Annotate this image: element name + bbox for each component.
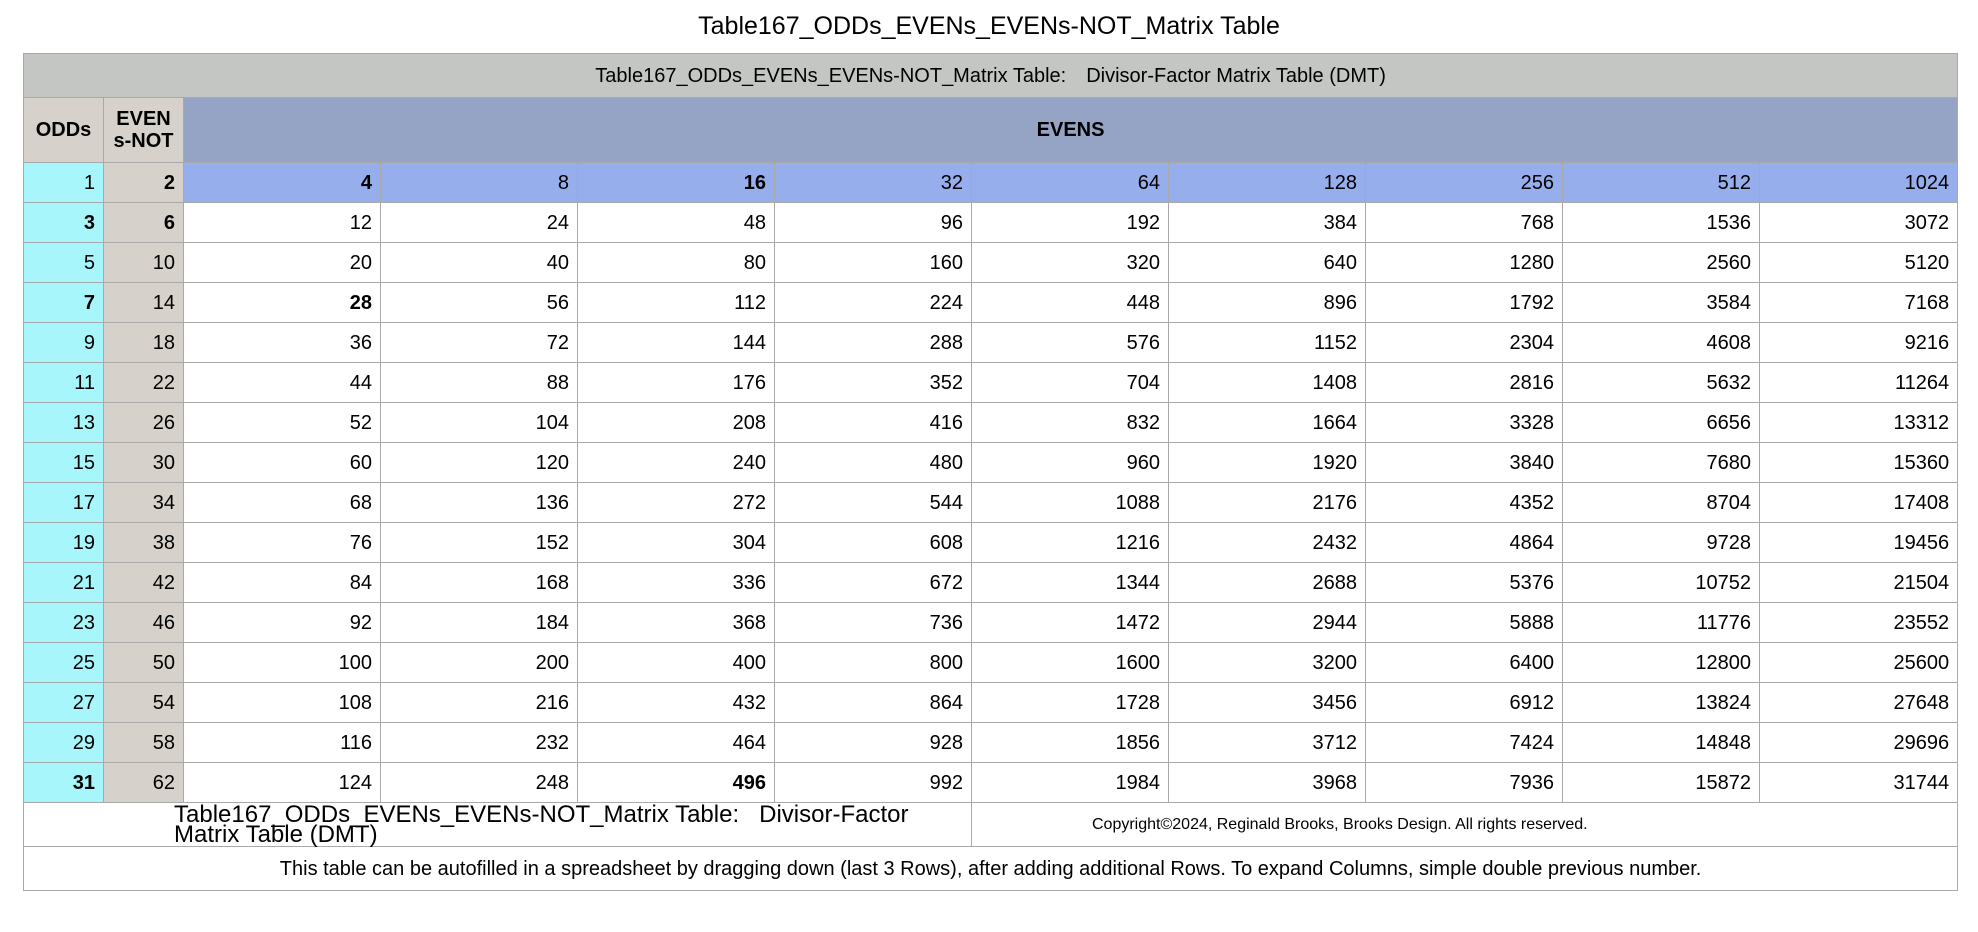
evens-cell: 352	[775, 363, 972, 403]
evens-cell: 64	[972, 163, 1169, 203]
evens-not-header	[104, 98, 184, 163]
evens-not-cell: 10	[104, 243, 184, 283]
evens-not-cell: 42	[104, 563, 184, 603]
evens-cell: 448	[972, 283, 1169, 323]
evens-cell: 108	[184, 683, 381, 723]
evens-cell: 928	[775, 723, 972, 763]
evens-cell: 6400	[1366, 643, 1563, 683]
evens-cell: 72	[381, 323, 578, 363]
evens-cell: 672	[775, 563, 972, 603]
evens-cell: 6656	[1563, 403, 1760, 443]
evens-cell: 13824	[1563, 683, 1760, 723]
evens-cell: 3584	[1563, 283, 1760, 323]
evens-cell: 112	[578, 283, 775, 323]
evens-cell: 480	[775, 443, 972, 483]
evens-cell: 248	[381, 763, 578, 803]
evens-cell: 464	[578, 723, 775, 763]
table-row	[24, 323, 1958, 363]
evens-cell: 208	[578, 403, 775, 443]
evens-cell: 24	[381, 203, 578, 243]
evens-cell: 320	[972, 243, 1169, 283]
evens-cell: 1920	[1169, 443, 1366, 483]
evens-cell: 12	[184, 203, 381, 243]
odds-cell: 13	[24, 403, 104, 443]
table-row	[24, 683, 1958, 723]
evens-cell: 48	[578, 203, 775, 243]
evens-cell: 11264	[1760, 363, 1958, 403]
evens-cell: 336	[578, 563, 775, 603]
evens-not-cell: 26	[104, 403, 184, 443]
evens-not-cell: 18	[104, 323, 184, 363]
evens-header: EVENS	[184, 98, 1958, 163]
evens-cell: 896	[1169, 283, 1366, 323]
evens-cell: 52	[184, 403, 381, 443]
evens-cell: 240	[578, 443, 775, 483]
evens-cell: 184	[381, 603, 578, 643]
evens-not-header-line1: EVEN	[116, 108, 171, 130]
evens-cell: 496	[578, 763, 775, 803]
evens-not-cell: 30	[104, 443, 184, 483]
odds-cell: 23	[24, 603, 104, 643]
evens-cell: 1280	[1366, 243, 1563, 283]
evens-cell: 2176	[1169, 483, 1366, 523]
evens-cell: 608	[775, 523, 972, 563]
table-row	[24, 243, 1958, 283]
evens-cell: 4	[184, 163, 381, 203]
evens-cell: 27648	[1760, 683, 1958, 723]
odds-cell: 19	[24, 523, 104, 563]
evens-cell: 28	[184, 283, 381, 323]
evens-cell: 100	[184, 643, 381, 683]
evens-cell: 2432	[1169, 523, 1366, 563]
evens-cell: 192	[972, 203, 1169, 243]
evens-cell: 176	[578, 363, 775, 403]
evens-cell: 512	[1563, 163, 1760, 203]
odds-cell: 3	[24, 203, 104, 243]
evens-cell: 576	[972, 323, 1169, 363]
caption-name: Table167_ODDs_EVENs_EVENs-NOT_Matrix Table:	[595, 64, 1067, 87]
table-row	[24, 203, 1958, 243]
footer-row	[24, 803, 1958, 847]
evens-cell: 4864	[1366, 523, 1563, 563]
evens-cell: 704	[972, 363, 1169, 403]
page-title: Table167_ODDs_EVENs_EVENs-NOT_Matrix Table	[698, 12, 1280, 40]
evens-cell: 544	[775, 483, 972, 523]
odds-cell: 15	[24, 443, 104, 483]
evens-cell: 80	[578, 243, 775, 283]
evens-cell: 29696	[1760, 723, 1958, 763]
evens-cell: 6912	[1366, 683, 1563, 723]
evens-cell: 88	[381, 363, 578, 403]
odds-cell: 21	[24, 563, 104, 603]
evens-cell: 7680	[1563, 443, 1760, 483]
evens-not-cell: 22	[104, 363, 184, 403]
evens-cell: 800	[775, 643, 972, 683]
evens-cell: 56	[381, 283, 578, 323]
evens-cell: 160	[775, 243, 972, 283]
evens-cell: 32	[775, 163, 972, 203]
odds-cell: 27	[24, 683, 104, 723]
matrix-table	[23, 53, 1958, 891]
note-row	[24, 847, 1958, 891]
table-row	[24, 483, 1958, 523]
evens-cell: 16	[578, 163, 775, 203]
evens-cell: 120	[381, 443, 578, 483]
header-row	[24, 98, 1958, 163]
evens-cell: 25600	[1760, 643, 1958, 683]
evens-cell: 10752	[1563, 563, 1760, 603]
evens-cell: 124	[184, 763, 381, 803]
odds-cell: 29	[24, 723, 104, 763]
evens-cell: 152	[381, 523, 578, 563]
odds-cell: 17	[24, 483, 104, 523]
evens-cell: 15360	[1760, 443, 1958, 483]
evens-cell: 2304	[1366, 323, 1563, 363]
evens-cell: 256	[1366, 163, 1563, 203]
evens-cell: 640	[1169, 243, 1366, 283]
evens-cell: 736	[775, 603, 972, 643]
evens-not-cell: 34	[104, 483, 184, 523]
evens-cell: 136	[381, 483, 578, 523]
evens-cell: 832	[972, 403, 1169, 443]
evens-cell: 1728	[972, 683, 1169, 723]
odds-cell: 31	[24, 763, 104, 803]
evens-cell: 224	[775, 283, 972, 323]
evens-cell: 1600	[972, 643, 1169, 683]
table-row	[24, 443, 1958, 483]
evens-not-cell: 62	[104, 763, 184, 803]
evens-cell: 1408	[1169, 363, 1366, 403]
evens-cell: 21504	[1760, 563, 1958, 603]
evens-cell: 13312	[1760, 403, 1958, 443]
evens-cell: 168	[381, 563, 578, 603]
evens-not-cell: 54	[104, 683, 184, 723]
evens-not-cell: 6	[104, 203, 184, 243]
evens-cell: 19456	[1760, 523, 1958, 563]
evens-not-cell: 58	[104, 723, 184, 763]
evens-cell: 1792	[1366, 283, 1563, 323]
evens-cell: 232	[381, 723, 578, 763]
evens-cell: 7936	[1366, 763, 1563, 803]
table-row	[24, 403, 1958, 443]
evens-cell: 14848	[1563, 723, 1760, 763]
table-row	[24, 763, 1958, 803]
evens-cell: 3968	[1169, 763, 1366, 803]
evens-cell: 1344	[972, 563, 1169, 603]
caption-row	[24, 54, 1958, 98]
table-row	[24, 643, 1958, 683]
table-row	[24, 723, 1958, 763]
evens-cell: 40	[381, 243, 578, 283]
evens-cell: 992	[775, 763, 972, 803]
evens-not-cell: 50	[104, 643, 184, 683]
evens-cell: 92	[184, 603, 381, 643]
footer-title	[24, 800, 972, 848]
evens-not-header-line2: s-NOT	[113, 130, 174, 152]
evens-cell: 68	[184, 483, 381, 523]
evens-cell: 104	[381, 403, 578, 443]
evens-cell: 76	[184, 523, 381, 563]
evens-cell: 15872	[1563, 763, 1760, 803]
evens-cell: 5888	[1366, 603, 1563, 643]
odds-header: ODDs	[24, 98, 104, 163]
evens-cell: 288	[775, 323, 972, 363]
evens-cell: 2560	[1563, 243, 1760, 283]
evens-cell: 1856	[972, 723, 1169, 763]
copyright-text: Copyright©2024, Reginald Brooks, Brooks Design. All rights reserved.	[972, 803, 1958, 847]
odds-cell: 25	[24, 643, 104, 683]
evens-cell: 4608	[1563, 323, 1760, 363]
evens-cell: 7168	[1760, 283, 1958, 323]
evens-cell: 44	[184, 363, 381, 403]
table-row	[24, 283, 1958, 323]
evens-cell: 84	[184, 563, 381, 603]
evens-cell: 304	[578, 523, 775, 563]
evens-cell: 864	[775, 683, 972, 723]
evens-cell: 3072	[1760, 203, 1958, 243]
evens-cell: 20	[184, 243, 381, 283]
evens-cell: 5376	[1366, 563, 1563, 603]
evens-cell: 3200	[1169, 643, 1366, 683]
evens-cell: 17408	[1760, 483, 1958, 523]
evens-cell: 960	[972, 443, 1169, 483]
footer-name: Table167_ODDs_EVENs_EVENs-NOT_Matrix Table:	[174, 800, 740, 828]
evens-cell: 216	[381, 683, 578, 723]
table-caption	[24, 54, 1958, 98]
evens-not-cell: 14	[104, 283, 184, 323]
evens-cell: 3328	[1366, 403, 1563, 443]
table-row	[24, 163, 1958, 203]
evens-cell: 400	[578, 643, 775, 683]
evens-cell: 128	[1169, 163, 1366, 203]
evens-cell: 9728	[1563, 523, 1760, 563]
evens-cell: 31744	[1760, 763, 1958, 803]
evens-not-cell: 46	[104, 603, 184, 643]
evens-cell: 36	[184, 323, 381, 363]
odds-cell: 1	[24, 163, 104, 203]
evens-cell: 4352	[1366, 483, 1563, 523]
evens-cell: 9216	[1760, 323, 1958, 363]
evens-cell: 200	[381, 643, 578, 683]
odds-cell: 9	[24, 323, 104, 363]
evens-cell: 1664	[1169, 403, 1366, 443]
evens-cell: 12800	[1563, 643, 1760, 683]
odds-cell: 11	[24, 363, 104, 403]
evens-cell: 416	[775, 403, 972, 443]
footer-subtitle: Divisor-Factor Matrix Table (DMT)	[174, 800, 909, 848]
evens-cell: 1216	[972, 523, 1169, 563]
evens-not-cell: 2	[104, 163, 184, 203]
evens-cell: 384	[1169, 203, 1366, 243]
table-row	[24, 603, 1958, 643]
evens-cell: 1088	[972, 483, 1169, 523]
evens-cell: 23552	[1760, 603, 1958, 643]
evens-cell: 1024	[1760, 163, 1958, 203]
autofill-note: This table can be autofilled in a spreadsheet by dragging down (last 3 Rows), after adding additional Rows. To expand Columns, simple double previous number.	[24, 847, 1958, 891]
evens-cell: 5120	[1760, 243, 1958, 283]
table-row	[24, 523, 1958, 563]
odds-cell: 7	[24, 283, 104, 323]
evens-cell: 1536	[1563, 203, 1760, 243]
evens-cell: 3456	[1169, 683, 1366, 723]
evens-cell: 116	[184, 723, 381, 763]
evens-cell: 2688	[1169, 563, 1366, 603]
evens-cell: 1152	[1169, 323, 1366, 363]
evens-cell: 144	[578, 323, 775, 363]
odds-cell: 5	[24, 243, 104, 283]
evens-cell: 3712	[1169, 723, 1366, 763]
evens-cell: 5632	[1563, 363, 1760, 403]
evens-cell: 96	[775, 203, 972, 243]
evens-cell: 60	[184, 443, 381, 483]
evens-cell: 368	[578, 603, 775, 643]
table-row	[24, 563, 1958, 603]
evens-cell: 11776	[1563, 603, 1760, 643]
table-row	[24, 363, 1958, 403]
caption-subtitle: Divisor-Factor Matrix Table (DMT)	[1086, 64, 1386, 87]
evens-cell: 8704	[1563, 483, 1760, 523]
evens-cell: 432	[578, 683, 775, 723]
evens-cell: 272	[578, 483, 775, 523]
evens-cell: 1472	[972, 603, 1169, 643]
evens-cell: 8	[381, 163, 578, 203]
evens-cell: 3840	[1366, 443, 1563, 483]
evens-cell: 1984	[972, 763, 1169, 803]
evens-cell: 768	[1366, 203, 1563, 243]
evens-not-cell: 38	[104, 523, 184, 563]
evens-cell: 2944	[1169, 603, 1366, 643]
evens-cell: 2816	[1366, 363, 1563, 403]
evens-cell: 7424	[1366, 723, 1563, 763]
